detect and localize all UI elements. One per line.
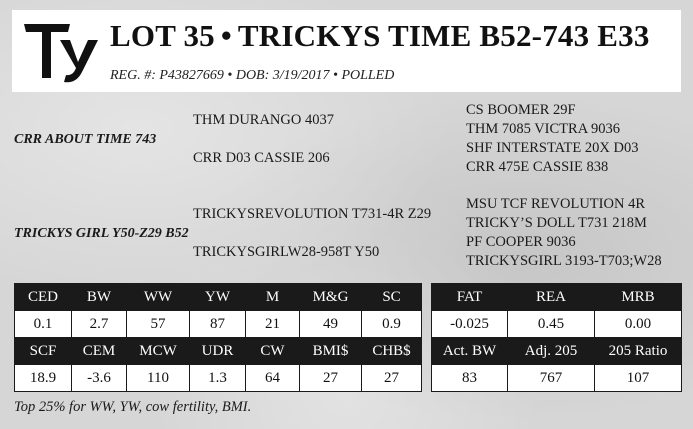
epd-value-act-bw: 83	[432, 365, 508, 392]
epd-table-left	[14, 283, 422, 392]
pedigree-dam-sire-dam: TRICKY’S DOLL T731 218M	[466, 215, 647, 231]
epd-header-mg: M&G	[300, 284, 362, 311]
epd-header-cw: CW	[246, 338, 300, 365]
epd-right-value-row-2	[432, 365, 682, 392]
epd-left-value-row-2	[15, 365, 422, 392]
epd-header-yw: YW	[190, 284, 246, 311]
epd-value-205-ratio: 107	[595, 365, 682, 392]
epd-value-udr: 1.3	[190, 365, 246, 392]
epd-value-mrb: 0.00	[595, 311, 682, 338]
epd-header-cem: CEM	[72, 338, 127, 365]
pedigree-sire-sire-dam: THM 7085 VICTRA 9036	[466, 121, 621, 137]
epd-value-bw: 2.7	[72, 311, 127, 338]
epd-header-ced: CED	[15, 284, 72, 311]
ranch-brand-logo-icon	[20, 18, 100, 84]
epd-value-rea: 0.45	[508, 311, 595, 338]
lot-header	[12, 10, 681, 92]
epd-header-act-bw: Act. BW	[432, 338, 508, 365]
epd-header-m: M	[246, 284, 300, 311]
epd-header-rea: REA	[508, 284, 595, 311]
epd-header-ww: WW	[127, 284, 190, 311]
epd-header-205-ratio: 205 Ratio	[595, 338, 682, 365]
epd-header-fat: FAT	[432, 284, 508, 311]
epd-right-value-row-1	[432, 311, 682, 338]
pedigree-sire-sire-sire: CS BOOMER 29F	[466, 102, 576, 118]
pedigree-sire-dam-sire: SHF INTERSTATE 20X D03	[466, 140, 639, 156]
epd-header-bw: BW	[72, 284, 127, 311]
epd-header-mcw: MCW	[127, 338, 190, 365]
pedigree-dam-dam: TRICKYSGIRLW28-958T Y50	[193, 244, 380, 260]
epd-value-ced: 0.1	[15, 311, 72, 338]
epd-value-mg: 49	[300, 311, 362, 338]
registration-line: REG. #: P43827669 • DOB: 3/19/2017 • POLLED	[110, 68, 395, 83]
epd-header-chb: CHB$	[362, 338, 422, 365]
epd-header-sc: SC	[362, 284, 422, 311]
epd-value-fat: -0.025	[432, 311, 508, 338]
epd-value-cw: 64	[246, 365, 300, 392]
pedigree-sire: CRR ABOUT TIME 743	[14, 132, 157, 147]
epd-header-adj-205: Adj. 205	[508, 338, 595, 365]
epd-right-header-row-2	[432, 338, 682, 365]
epd-left-header-row-1	[15, 284, 422, 311]
epd-header-udr: UDR	[190, 338, 246, 365]
epd-table-right	[431, 283, 682, 392]
animal-name: TRICKYS TIME B52-743 E33	[237, 18, 650, 53]
pedigree-dam-dam-dam: TRICKYSGIRL 3193-T703;W28	[466, 253, 662, 269]
epd-value-bmi: 27	[300, 365, 362, 392]
epd-header-mrb: MRB	[595, 284, 682, 311]
pedigree-sire-dam-dam: CRR 475E CASSIE 838	[466, 159, 609, 175]
lot-title	[110, 18, 650, 54]
epd-right-header-row-1	[432, 284, 682, 311]
pedigree-dam-sire: TRICKYSREVOLUTION T731-4R Z29	[193, 206, 432, 222]
pedigree-sire-dam: CRR D03 CASSIE 206	[193, 150, 330, 166]
epd-left-value-row-1	[15, 311, 422, 338]
epd-header-bmi: BMI$	[300, 338, 362, 365]
pedigree-dam-dam-sire: PF COOPER 9036	[466, 234, 576, 250]
epd-left-header-row-2	[15, 338, 422, 365]
epd-value-scf: 18.9	[15, 365, 72, 392]
epd-value-mcw: 110	[127, 365, 190, 392]
epd-value-adj-205: 767	[508, 365, 595, 392]
epd-value-m: 21	[246, 311, 300, 338]
epd-value-cem: -3.6	[72, 365, 127, 392]
pedigree-sire-sire: THM DURANGO 4037	[193, 112, 334, 128]
lot-number: LOT 35	[110, 18, 215, 53]
epd-value-chb: 27	[362, 365, 422, 392]
epd-header-scf: SCF	[15, 338, 72, 365]
epd-value-yw: 87	[190, 311, 246, 338]
epd-value-sc: 0.9	[362, 311, 422, 338]
title-bullet: •	[220, 18, 232, 53]
footnote: Top 25% for WW, YW, cow fertility, BMI.	[14, 399, 252, 415]
epd-value-ww: 57	[127, 311, 190, 338]
pedigree-dam-sire-sire: MSU TCF REVOLUTION 4R	[466, 196, 645, 212]
pedigree-dam: TRICKYS GIRL Y50-Z29 B52	[14, 226, 189, 241]
